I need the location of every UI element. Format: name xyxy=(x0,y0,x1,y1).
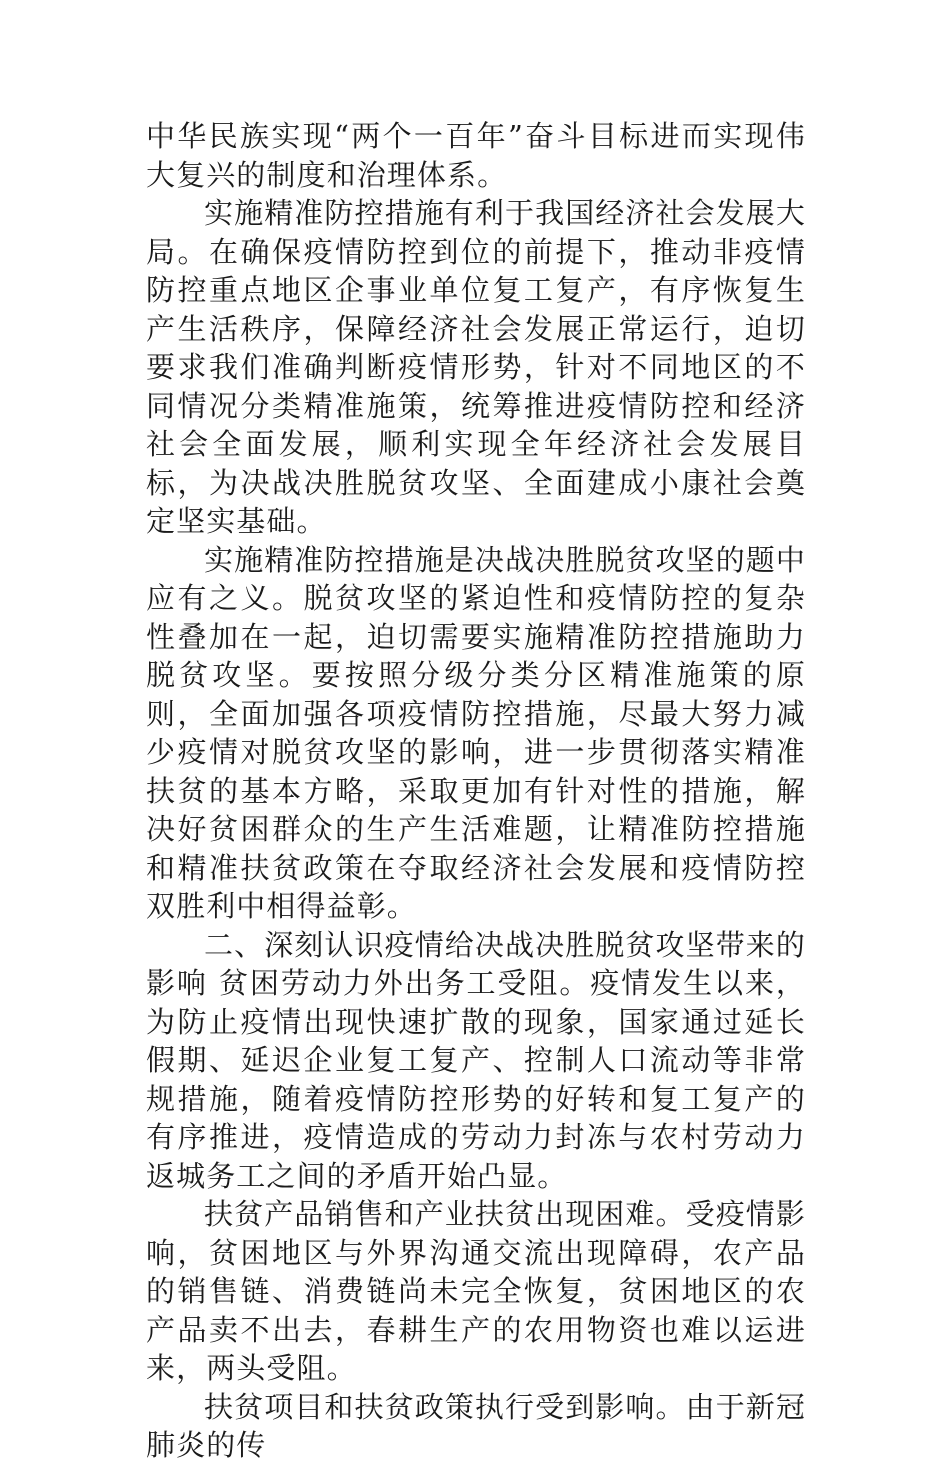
paragraph: 扶贫项目和扶贫政策执行受到影响。由于新冠肺炎的传 xyxy=(146,1389,807,1462)
document-body xyxy=(146,117,806,1465)
paragraph: 实施精准防控措施是决战决胜脱贫攻坚的题中应有之义。脱贫攻坚的紧迫性和疫情防控的复杂性叠加在一起，迫切需要实施精准防控措施助力脱贫攻坚。要按照分级分类分区精准施策的原则，全面加强各项疫情防控措施，尽最大努力减少疫情对脱贫攻坚的影响，进一步贯彻落实精准扶贫的基本方略，采取更加有针对性的措施，解决好贫困群众的生产生活难题，让精准防控措施和精准扶贫政策在夺取经济社会发展和疫情防控双胜利中相得益彰。 xyxy=(146,542,807,923)
paragraph: 中华民族实现“两个一百年”奋斗目标进而实现伟大复兴的制度和治理体系。 xyxy=(146,119,806,192)
paragraph: 扶贫产品销售和产业扶贫出现困难。受疫情影响，贫困地区与外界沟通交流出现障碍，农产品的销售链、消费链尚未完全恢复，贫困地区的农产品卖不出去，春耕生产的农用物资也难以运进来，两头受阻。 xyxy=(146,1197,807,1385)
section-heading-paragraph: 二、深刻认识疫情给决战决胜脱贫攻坚带来的影响 贫困劳动力外出务工受阻。疫情发生以来，为防止疫情出现快速扩散的现象，国家通过延长假期、延迟企业复工复产、控制人口流动等非常规措施，随着疫情防控形势的好转和复工复产的有序推进，疫情造成的劳动力封冻与农村劳动力返城务工之间的矛盾开始凸显。 xyxy=(146,927,807,1193)
paragraph: 实施精准防控措施有利于我国经济社会发展大局。在确保疫情防控到位的前提下，推动非疫情防控重点地区企事业单位复工复产，有序恢复生产生活秩序，保障经济社会发展正常运行，迫切要求我们准确判断疫情形势，针对不同地区的不同情况分类精准施策，统筹推进疫情防控和经济社会全面发展，顺利实现全年经济社会发展目标，为决战决胜脱贫攻坚、全面建成小康社会奠定坚实基础。 xyxy=(146,196,807,538)
